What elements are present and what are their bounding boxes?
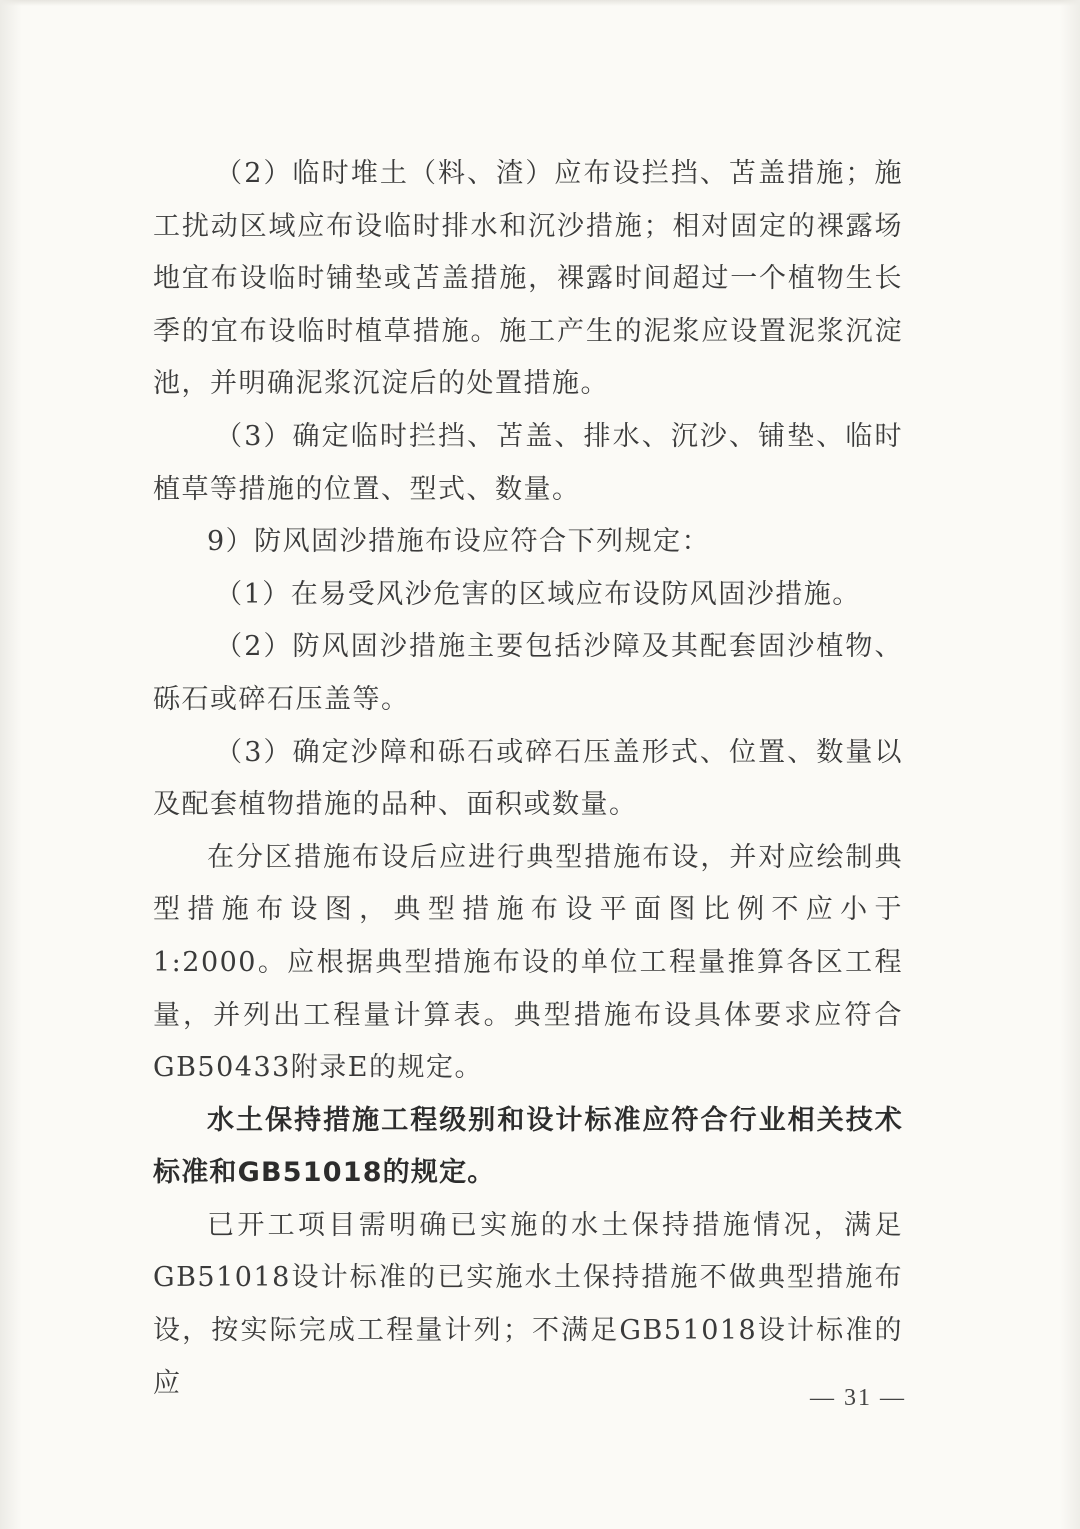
page-edge-shadow-top: [0, 0, 1080, 6]
page-number: — 31 —: [810, 1385, 906, 1411]
paragraph-windbreak-content: （2）防风固沙措施主要包括沙障及其配套固沙植物、砾石或碎石压盖等。: [153, 631, 903, 715]
paragraph-started-projects: 已开工项目需明确已实施的水土保持措施情况，满足GB51018设计标准的已实施水土保持措施不做典型措施布设，按实际完成工程量计列；不满足GB51018设计标准的应: [153, 1209, 903, 1399]
page-edge-shadow-left: [0, 0, 22, 1529]
paragraph-temporary-stockpile: （2）临时堆土（料、渣）应布设拦挡、苫盖措施；施工扰动区域应布设临时排水和沉沙措施；相对固定的裸露场地宜布设临时铺垫或苫盖措施，裸露时间超过一个植物生长季的宜布设临时植草措施。施工产生的泥浆应设置泥浆沉淀池，并明确泥浆沉淀后的处置措施。: [153, 158, 903, 400]
paragraph-typical-measures: 在分区措施布设后应进行典型措施布设，并对应绘制典型措施布设图，典型措施布设平面图比例不应小于1:2000。应根据典型措施布设的单位工程量推算各区工程量，并列出工程量计算表。典型措施布设具体要求应符合GB50433附录E的规定。: [153, 841, 903, 1084]
page-edge-shadow-right: [1060, 0, 1080, 1529]
paragraph-design-standard: 水土保持措施工程级别和设计标准应符合行业相关技术标准和GB51018的规定。: [153, 1104, 903, 1189]
paragraph-windbreak-rules-heading: 9）防风固沙措施布设应符合下列规定：: [207, 526, 711, 558]
paragraph-windbreak-area: （1）在易受风沙危害的区域应布设防风固沙措施。: [215, 578, 861, 610]
paragraph-windbreak-form: （3）确定沙障和砾石或碎石压盖形式、位置、数量以及配套植物措施的品种、面积或数量。: [153, 736, 903, 821]
body-text: [153, 148, 903, 1410]
paragraph-temporary-measures-location: （3）确定临时拦挡、苫盖、排水、沉沙、铺垫、临时植草等措施的位置、型式、数量。: [153, 420, 903, 505]
